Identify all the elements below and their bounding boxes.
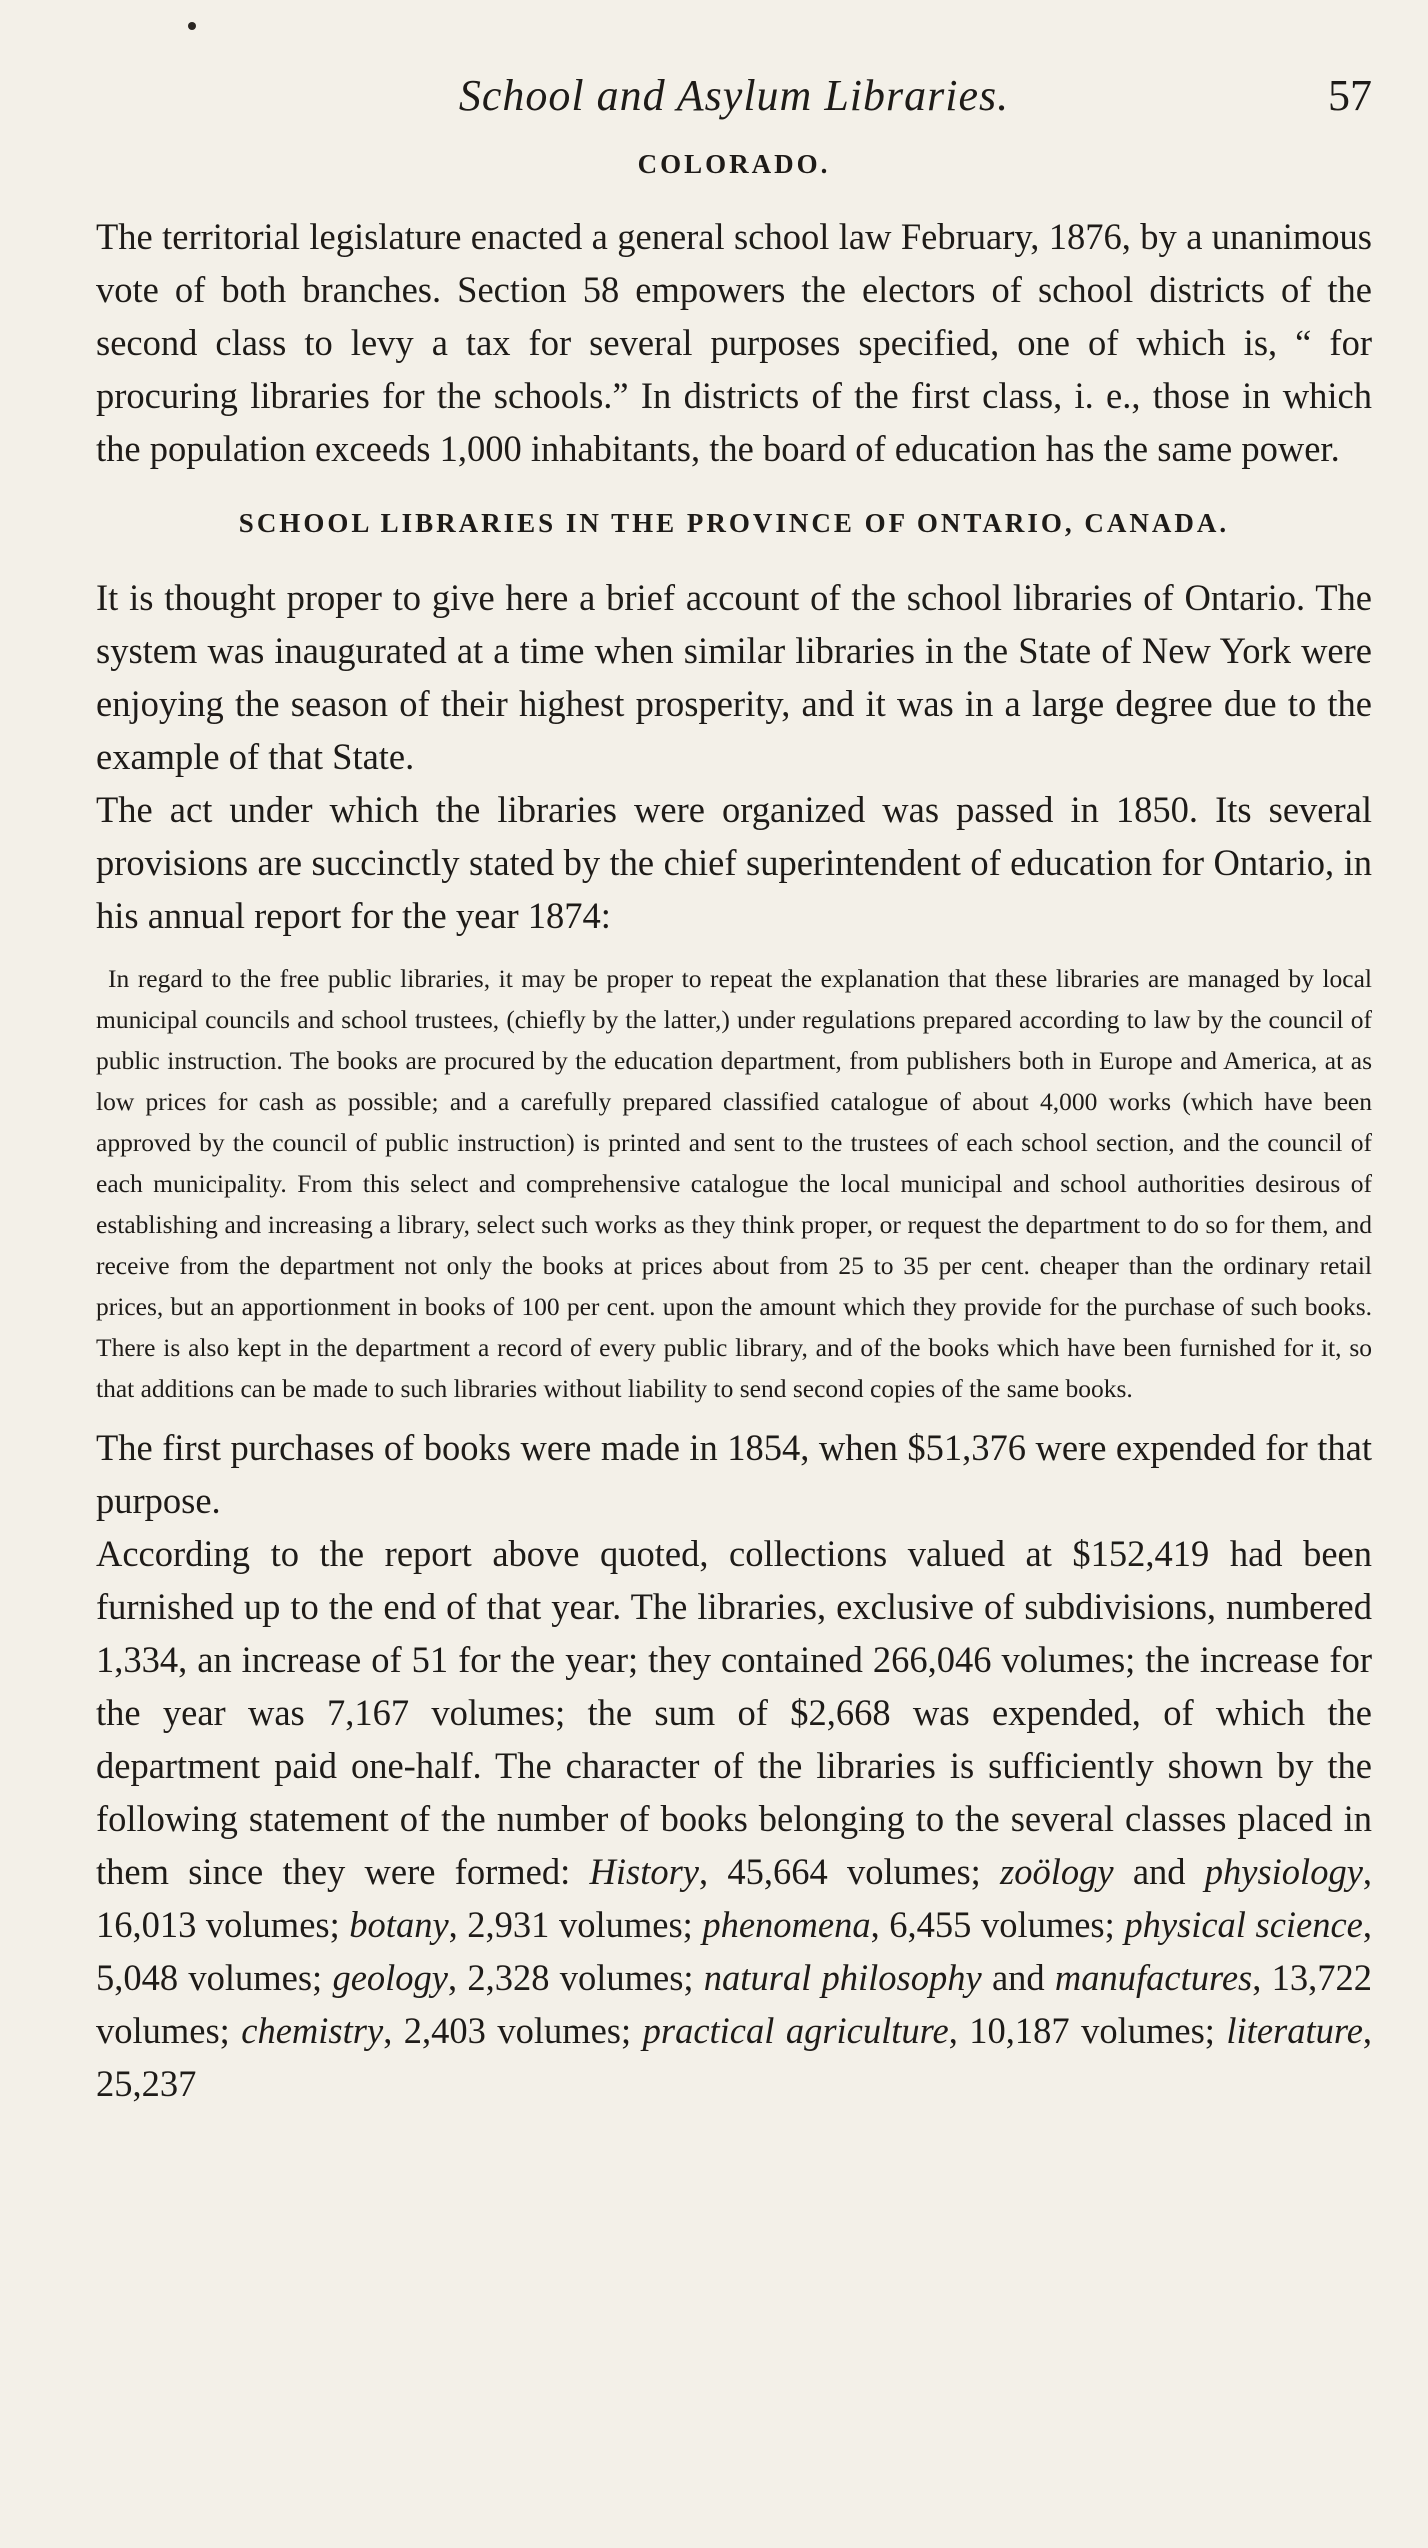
class-chemistry: chemistry <box>241 2010 384 2051</box>
class-geology: geology <box>332 1957 448 1998</box>
class-physical-science: physical science <box>1124 1904 1363 1945</box>
count-text: , 2,403 volumes; <box>383 2010 643 2051</box>
class-natural-philosophy: natural philosophy <box>703 1957 982 1998</box>
count-text: , 5,048 volumes; <box>96 1904 1373 1998</box>
count-text: , 2,931 volumes; <box>448 1904 703 1945</box>
class-literature: literature <box>1226 2010 1363 2051</box>
running-head <box>96 70 1372 142</box>
colorado-paragraph: The territorial legislature enacted a general school law February, 1876, by a unanimous vote of both branches. Section 58 empowers the electors of school districts of the second class to levy a tax for several purposes specified, one of which is, “ for procuring libraries for the schools.” In districts of the first class, i. e., those in which the population exceeds 1,000 inhabitants, the board of education has the same power. <box>96 216 1372 469</box>
running-title: School and Asylum Libraries. <box>458 71 1010 120</box>
class-manufactures: manufactures <box>1054 1957 1253 1998</box>
count-text: , 6,455 volumes; <box>870 1904 1125 1945</box>
class-history: History <box>589 1851 699 1892</box>
connector-text: and <box>981 1957 1055 1998</box>
count-text: , 13,722 volumes; <box>96 1957 1373 2051</box>
ontario-paragraph-2: The act under which the libraries were organized was passed in 1850. Its several provisions are succinctly stated by the chief superintendent of education for Ontario, in his annual report for the year 1874: <box>96 789 1372 936</box>
count-text: , 2,328 volumes; <box>447 1957 704 1998</box>
report-paragraph <box>96 1527 1372 2110</box>
class-physiology: physiology <box>1204 1851 1363 1892</box>
class-botany: botany <box>349 1904 449 1945</box>
class-zoology: zoölogy <box>1000 1851 1114 1892</box>
count-text: , 16,013 volumes; <box>96 1851 1373 1945</box>
ink-speck <box>188 22 196 30</box>
ontario-paragraph-1: It is thought proper to give here a brief account of the school libraries of Ontario. The system was inaugurated at a time when similar libraries in the State of New York were enjoying the season of their highest prosperity, and it was in a large degree due to the example of that State. <box>96 577 1372 777</box>
book-page <box>96 70 1372 2110</box>
count-text: , 45,664 volumes; <box>698 1851 1001 1892</box>
count-text: , 10,187 volumes; <box>948 2010 1227 2051</box>
connector-text: and <box>1113 1851 1205 1892</box>
class-practical-agriculture: practical agriculture <box>642 2010 949 2051</box>
superintendent-quote: In regard to the free public libraries, it may be proper to repeat the explanation that these libraries are managed by local municipal councils and school trustees, (chiefly by the latter,) under regulations prepared according to law by the council of public instruction. The books are procured by the education department, from publishers both in Europe and America, at as low prices for cash as possible; and a carefully prepared classified catalogue of about 4,000 works (which have been approved by the council of public instruction) is printed and sent to the trustees of each school section, and the council of each municipality. From this select and comprehensive catalogue the local municipal and school authorities desirous of establishing and increasing a library, select such works as they think proper, or request the department to do so for them, and receive from the department not only the books at prices about from 25 to 35 per cent. cheaper than the ordinary retail prices, but an apportionment in books of 100 per cent. upon the amount which they provide for the purchase of such books. There is also kept in the department a record of every public library, and of the books which have been furnished for it, so that additions can be made to such libraries without liability to send second copies of the same books. <box>96 964 1372 1403</box>
purchases-paragraph: The first purchases of books were made in 1854, when $51,376 were expended for that purpose. <box>96 1427 1372 1521</box>
page-number: 57 <box>1328 71 1372 120</box>
colorado-heading: COLORADO. <box>637 149 831 179</box>
ontario-heading: SCHOOL LIBRARIES IN THE PROVINCE OF ONTARIO, CANADA. <box>238 508 1230 538</box>
count-text: , 25,237 <box>96 2010 1373 2104</box>
class-phenomena: phenomena <box>702 1904 871 1945</box>
report-text: According to the report above quoted, collections valued at $152,419 had been furnished up to the end of that year. The libraries, exclusive of subdivisions, numbered 1,334, an increase of 51 for the year; they contained 266,046 volumes; the increase for the year was 7,167 volumes; the sum of $2,668 was expended, of which the department paid one-half. The character of the libraries is sufficiently shown by the following statement of the number of books belonging to the several classes placed in them since they were formed: <box>96 1533 1372 1892</box>
